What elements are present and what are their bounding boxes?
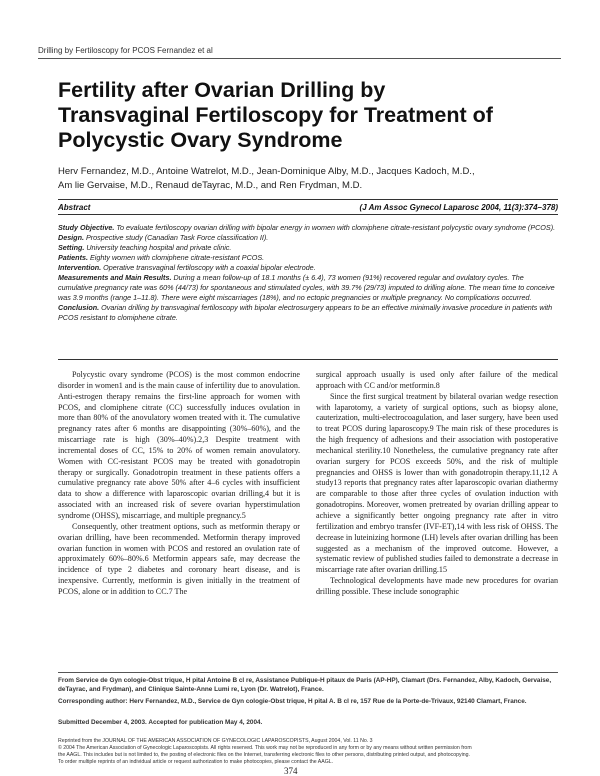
legal-line: the AAGL. This includes but is not limited to, the posting of electronic files on the Internet, transferring electronic files to other persons, distributing printed output, and photocopying. [58, 752, 470, 759]
body-paragraph: surgical approach usually is used only after failure of the medical approach with CC and/or metformin.8 [316, 370, 558, 390]
author-list [58, 165, 558, 193]
title-line: Polycystic Ovary Syndrome [58, 128, 343, 152]
legal-line: To order multiple reprints of an individual article or request authorization to make photocopies, please contact the AAGL. [58, 759, 334, 766]
body-paragraph: Technological developments have made new procedures for ovarian drilling possible. These include sonographic [316, 576, 558, 596]
abstract-objective: Study Objective. To evaluate fertiloscopy ovarian drilling with bipolar energy in women with clomiphene citrate-resistant polycystic ovary syndrome (PCOS). [58, 223, 556, 232]
affiliation-footnote: From Service de Gyn cologie-Obst trique, H pital Antoine B cl re, Assistance Publique-H pitaux de Paris (AP-HP), Clamart (Drs. Fernandez, Alby, Kadoch, Gervaise, deTayrac, and Frydman), and Clinique Sainte-Anne Lumi re, Lyon (Dr. Watrelot), France. [58, 677, 552, 693]
submission-footnote: Submitted December 4, 2003. Accepted for publication May 4, 2004. [58, 719, 263, 726]
legal-line: Reprinted from the JOURNAL OF THE AMERICAN ASSOCIATION OF GYNECOLOGIC LAPAROSCOPISTS, August 2004, Vol. 11 No. 3 [58, 738, 373, 744]
author-line: Am lie Gervaise, M.D., Renaud deTayrac, M.D., and Ren Frydman, M.D. [58, 180, 363, 191]
page-number: 374 [284, 766, 298, 776]
abstract-patients: Patients. Eighty women with clomiphene citrate-resistant PCOS. [58, 253, 265, 262]
abstract-results: Measurements and Main Results. During a mean follow-up of 18.1 months (± 6.4), 73 women (91%) recovered regular and ovulatory cycles. The cumulative pregnancy rate was 60% (44/73) for spontaneous and stimulated cycles, with 39.7% (29/73) imputed to drilling alone. The mean time to conceive was 3.9 months (range 1–11.8). There were eight miscarriages (18%), and no ectopic pregnancies or multiple pregnancy. No complications occurred. [58, 273, 555, 302]
abstract-conclusion: Conclusion. Ovarian drilling by transvaginal fertiloscopy with bipolar electrosurgery appears to be an effective minimally invasive procedure in patients with PCOS resistant to clomiphene citrate. [58, 303, 553, 322]
body-paragraph: Consequently, other treatment options, such as metformin therapy or ovarian drilling, have been recommended. Metformin therapy improved ovarian function in women with PCOS and restored an ovulation rate of approximately 60%–80%.6 Metformin appears safe, may decrease the incidence of type 2 diabetes and coronary heart disease, and is inexpensive. Currently, metformin is given initially in the treatment of PCOS, alone or in addition to CC.7 The [58, 521, 300, 596]
body-paragraph: Polycystic ovary syndrome (PCOS) is the most common endocrine disorder in women1 and is the main cause of infertility due to anovulation. Anti-estrogen therapy remains the first-line approach for women with PCOS, and clomiphene citrate (CC) successfully induces ovulation in more than 80% of the anovulatory women treated with it. The cumulative pregnancy rates after 6 months are disappointing (30%–60%), and the miscarriage rate is high (30%–40%).2,3 Despite treatment with incremental doses of CC, 15% to 20% of women remain anovulatory. Women with CC-resistant PCOS may be treated with gonadotropin therapy or surgically. Gonadotropin treatment in these patients offers a cumulative pregnancy rate above 50% after 4–6 cycles with insufficient data to show a difference with laparoscopic ovarian drilling,4 but it is associated with an increased risk of severe ovarian hyperstimulation syndrome (OHSS), miscarriage, and multiple pregnancy.5 [58, 370, 300, 520]
abstract-bottom-rule [58, 359, 558, 360]
title-line: Fertility after Ovarian Drilling by [58, 78, 386, 102]
legal-line: © 2004 The American Association of Gynecologic Laparoscopists. All rights reserved. This work may not be reproduced in any form or by any means without written permission from [58, 745, 472, 752]
abstract-intervention: Intervention. Operative transvaginal fertiloscopy with a coaxial bipolar electrode. [58, 263, 316, 272]
body-paragraph: Since the first surgical treatment by bilateral ovarian wedge resection with laparotomy, a variety of surgical options, such as biopsy alone, cauterization, multi-electrocoagulation, and laser surgery, have been used to treat PCOS during laparoscopy.9 The main risk of these procedures is the high frequency of adhesions and their association with postoperative mechanical sterility.10 Nonetheless, the cumulative pregnancy rate after ovarian surgery for PCOS exceeds 50%, and the risk of multiple pregnancies and OHSS is lower than with gonadotropin therapy.11,12 A study13 reports that pregnancy rates after laparoscopic ovarian diathermy are comparable to those after three cycles of ovulation induction with gonadotropins. Moreover, women pretreated by ovarian drilling appear to achieve a significantly better ongoing pregnancy rate after in vitro fertilization and embryo transfer (IVF-ET),14 with less risk of OHSS. The decrease in luteinizing hormone (LH) levels after ovarian drilling has been suggested as a mechanism of the improved outcome. However, a systematic review of published studies failed to demonstrate a decrease in miscarriage rate after ovarian drilling.15 [316, 391, 558, 575]
running-header: Drilling by Fertiloscopy for PCOS Fernandez et al [38, 46, 213, 55]
journal-citation: (J Am Assoc Gynecol Laparosc 2004, 11(3):374–378) [359, 203, 558, 212]
abstract-setting: Setting. University teaching hospital and private clinic. [58, 243, 232, 252]
abstract-mid-rule [58, 214, 558, 215]
body-column-right [316, 370, 558, 598]
abstract-body [58, 223, 558, 323]
correspondence-footnote: Corresponding author: Herv Fernandez, M.D., Service de Gyn cologie-Obst trique, H pital A. B cl re, 157 Rue de la Porte-de-Trivaux, 92140 Clamart, France. [58, 698, 527, 705]
body-column-left [58, 370, 300, 598]
abstract-top-rule [58, 199, 558, 200]
footnote-divider [58, 672, 558, 673]
abstract-heading: Abstract [58, 203, 91, 212]
author-line: Herv Fernandez, M.D., Antoine Watrelot, M.D., Jean-Dominique Alby, M.D., Jacques Kadoch, M.D., [58, 166, 475, 177]
copyright-notice [58, 738, 558, 766]
article-title [58, 78, 558, 153]
header-divider [38, 58, 561, 59]
abstract-design: Design. Prospective study (Canadian Task Force classification II). [58, 233, 269, 242]
title-line: Transvaginal Fertiloscopy for Treatment of [58, 103, 493, 127]
